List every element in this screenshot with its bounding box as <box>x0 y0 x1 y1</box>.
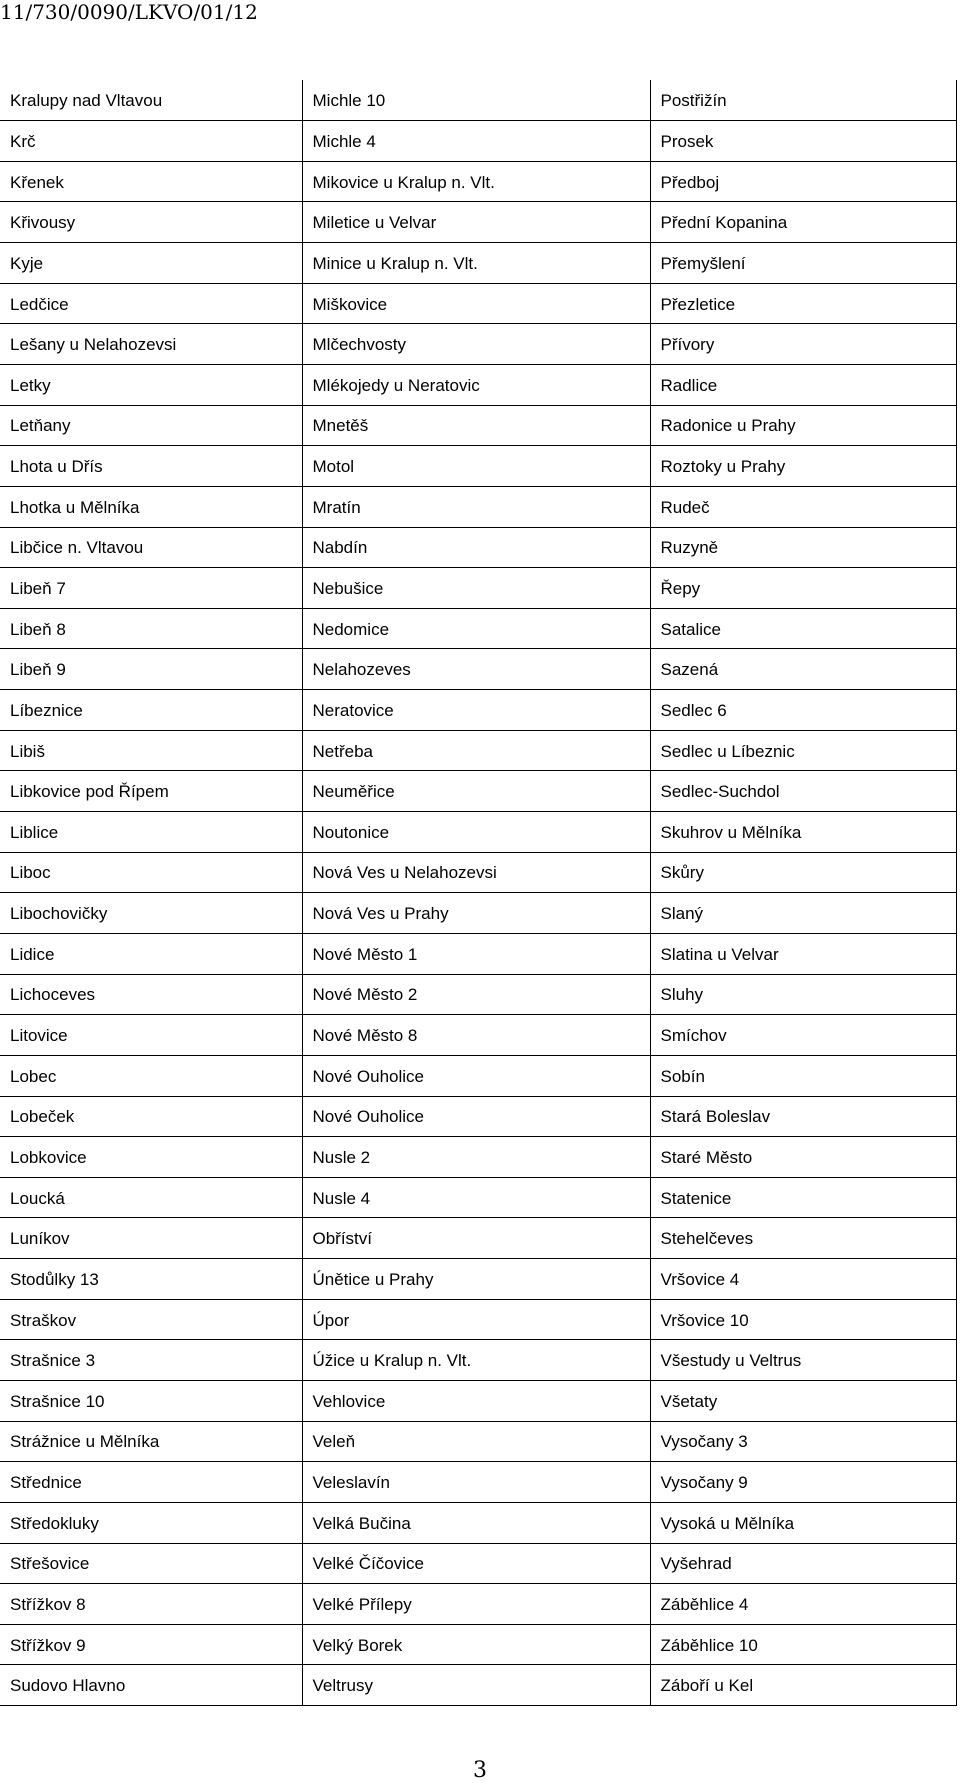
table-cell-col3: Vysočany 3 <box>650 1421 956 1462</box>
table-cell-col1: Litovice <box>0 1015 302 1056</box>
document-reference: 11/730/0090/LKVO/01/12 <box>0 0 258 24</box>
table-cell-col2: Miškovice <box>302 283 650 324</box>
table-cell-col2: Nedomice <box>302 608 650 649</box>
table-cell-col1: Líbeznice <box>0 690 302 731</box>
table-cell-col2: Nové Město 8 <box>302 1015 650 1056</box>
table-row <box>0 1584 956 1625</box>
table-cell-col2: Mratín <box>302 486 650 527</box>
table-row <box>0 1137 956 1178</box>
table-cell-col2: Veleslavín <box>302 1462 650 1503</box>
table-cell-col1: Liboc <box>0 852 302 893</box>
table-cell-col2: Nové Ouholice <box>302 1096 650 1137</box>
table-cell-col3: Skuhrov u Mělníka <box>650 812 956 853</box>
table-cell-col2: Michle 10 <box>302 80 650 121</box>
table-cell-col3: Vršovice 4 <box>650 1259 956 1300</box>
table-cell-col2: Obříství <box>302 1218 650 1259</box>
table-cell-col2: Nové Město 2 <box>302 974 650 1015</box>
table-cell-col1: Strašnice 3 <box>0 1340 302 1381</box>
table-cell-col2: Minice u Kralup n. Vlt. <box>302 243 650 284</box>
table-row <box>0 243 956 284</box>
table-cell-col1: Lichoceves <box>0 974 302 1015</box>
table-cell-col2: Velké Přílepy <box>302 1584 650 1625</box>
table-cell-col1: Ledčice <box>0 283 302 324</box>
table-cell-col1: Libochovičky <box>0 893 302 934</box>
table-cell-col1: Libeň 7 <box>0 568 302 609</box>
table-cell-col3: Řepy <box>650 568 956 609</box>
table-row <box>0 1299 956 1340</box>
locality-table <box>0 80 957 1706</box>
table-cell-col3: Radonice u Prahy <box>650 405 956 446</box>
table-row <box>0 1421 956 1462</box>
table-cell-col3: Postřižín <box>650 80 956 121</box>
table-row <box>0 364 956 405</box>
table-cell-col3: Vysoká u Mělníka <box>650 1502 956 1543</box>
table-cell-col2: Nová Ves u Nelahozevsi <box>302 852 650 893</box>
table-cell-col1: Libčice n. Vltavou <box>0 527 302 568</box>
table-cell-col2: Velká Bučina <box>302 1502 650 1543</box>
table-row <box>0 324 956 365</box>
table-cell-col3: Stará Boleslav <box>650 1096 956 1137</box>
table-cell-col2: Nelahozeves <box>302 649 650 690</box>
table-row <box>0 893 956 934</box>
table-cell-col1: Krč <box>0 121 302 162</box>
table-cell-col1: Kralupy nad Vltavou <box>0 80 302 121</box>
table-cell-col1: Libeň 9 <box>0 649 302 690</box>
table-cell-col2: Mlékojedy u Neratovic <box>302 364 650 405</box>
table-row <box>0 974 956 1015</box>
table-row <box>0 121 956 162</box>
table-row <box>0 933 956 974</box>
table-cell-col1: Libeň 8 <box>0 608 302 649</box>
table-cell-col3: Rudeč <box>650 486 956 527</box>
table-row <box>0 80 956 121</box>
table-cell-col3: Satalice <box>650 608 956 649</box>
table-cell-col3: Sedlec u Líbeznic <box>650 730 956 771</box>
table-row <box>0 608 956 649</box>
table-cell-col3: Předboj <box>650 161 956 202</box>
table-cell-col2: Veleň <box>302 1421 650 1462</box>
table-cell-col1: Lhotka u Mělníka <box>0 486 302 527</box>
table-row <box>0 690 956 731</box>
table-cell-col2: Nebušice <box>302 568 650 609</box>
table-cell-col1: Sudovo Hlavno <box>0 1665 302 1706</box>
table-row <box>0 1055 956 1096</box>
table-cell-col3: Prosek <box>650 121 956 162</box>
table-row <box>0 283 956 324</box>
table-cell-col3: Smíchov <box>650 1015 956 1056</box>
table-cell-col1: Letky <box>0 364 302 405</box>
table-row <box>0 486 956 527</box>
table-cell-col2: Velké Číčovice <box>302 1543 650 1584</box>
table-row <box>0 1543 956 1584</box>
page-number: 3 <box>473 1758 487 1783</box>
table-cell-col3: Stehelčeves <box>650 1218 956 1259</box>
table-cell-col3: Přívory <box>650 324 956 365</box>
table-cell-col2: Velký Borek <box>302 1624 650 1665</box>
table-cell-col1: Luníkov <box>0 1218 302 1259</box>
table-cell-col1: Středokluky <box>0 1502 302 1543</box>
table-row <box>0 161 956 202</box>
table-cell-col2: Veltrusy <box>302 1665 650 1706</box>
table-row <box>0 730 956 771</box>
table-row <box>0 446 956 487</box>
table-cell-col1: Lidice <box>0 933 302 974</box>
table-cell-col3: Záběhlice 4 <box>650 1584 956 1625</box>
table-row <box>0 1665 956 1706</box>
table-cell-col3: Staré Město <box>650 1137 956 1178</box>
table-row <box>0 1096 956 1137</box>
table-row <box>0 1462 956 1503</box>
table-row <box>0 812 956 853</box>
table-cell-col3: Všetaty <box>650 1381 956 1422</box>
table-cell-col3: Sedlec-Suchdol <box>650 771 956 812</box>
table-cell-col2: Miletice u Velvar <box>302 202 650 243</box>
table-cell-col2: Nabdín <box>302 527 650 568</box>
table-cell-col1: Letňany <box>0 405 302 446</box>
table-row <box>0 527 956 568</box>
table-cell-col2: Nusle 2 <box>302 1137 650 1178</box>
table-cell-col2: Neratovice <box>302 690 650 731</box>
table-cell-col2: Michle 4 <box>302 121 650 162</box>
table-cell-col3: Roztoky u Prahy <box>650 446 956 487</box>
table-cell-col3: Statenice <box>650 1177 956 1218</box>
table-cell-col1: Strážnice u Mělníka <box>0 1421 302 1462</box>
table-cell-col3: Přezletice <box>650 283 956 324</box>
table-cell-col3: Slatina u Velvar <box>650 933 956 974</box>
table-cell-col1: Libkovice pod Řípem <box>0 771 302 812</box>
table-row <box>0 202 956 243</box>
table-cell-col3: Slaný <box>650 893 956 934</box>
table-cell-col1: Libiš <box>0 730 302 771</box>
table-cell-col2: Mikovice u Kralup n. Vlt. <box>302 161 650 202</box>
table-cell-col2: Nová Ves u Prahy <box>302 893 650 934</box>
table-cell-col1: Loucká <box>0 1177 302 1218</box>
table-row <box>0 1259 956 1300</box>
table-row <box>0 1381 956 1422</box>
table-cell-col3: Ruzyně <box>650 527 956 568</box>
table-cell-col1: Střížkov 8 <box>0 1584 302 1625</box>
table-cell-col1: Střešovice <box>0 1543 302 1584</box>
table-cell-col2: Netřeba <box>302 730 650 771</box>
table-cell-col3: Přední Kopanina <box>650 202 956 243</box>
table-cell-col2: Neuměřice <box>302 771 650 812</box>
table-cell-col3: Záboří u Kel <box>650 1665 956 1706</box>
table-cell-col1: Lobec <box>0 1055 302 1096</box>
table-row <box>0 649 956 690</box>
table-cell-col3: Sazená <box>650 649 956 690</box>
table-cell-col1: Lhota u Dřís <box>0 446 302 487</box>
table-row <box>0 1218 956 1259</box>
table-cell-col2: Únětice u Prahy <box>302 1259 650 1300</box>
table-row <box>0 771 956 812</box>
table-cell-col2: Mnetěš <box>302 405 650 446</box>
table-cell-col1: Střížkov 9 <box>0 1624 302 1665</box>
table-cell-col3: Přemyšlení <box>650 243 956 284</box>
table-cell-col3: Sedlec 6 <box>650 690 956 731</box>
table-cell-col1: Straškov <box>0 1299 302 1340</box>
table-row <box>0 1502 956 1543</box>
table-cell-col1: Liblice <box>0 812 302 853</box>
table-cell-col1: Střednice <box>0 1462 302 1503</box>
table-cell-col2: Mlčechvosty <box>302 324 650 365</box>
table-cell-col1: Lešany u Nelahozevsi <box>0 324 302 365</box>
table-cell-col3: Skůry <box>650 852 956 893</box>
table-cell-col2: Úpor <box>302 1299 650 1340</box>
table-cell-col2: Motol <box>302 446 650 487</box>
table-cell-col3: Vyšehrad <box>650 1543 956 1584</box>
table-cell-col3: Všestudy u Veltrus <box>650 1340 956 1381</box>
locality-table-body <box>0 80 956 1706</box>
table-cell-col2: Vehlovice <box>302 1381 650 1422</box>
table-cell-col2: Nusle 4 <box>302 1177 650 1218</box>
table-cell-col2: Noutonice <box>302 812 650 853</box>
table-cell-col1: Lobkovice <box>0 1137 302 1178</box>
table-cell-col3: Vysočany 9 <box>650 1462 956 1503</box>
table-cell-col3: Sobín <box>650 1055 956 1096</box>
table-row <box>0 1015 956 1056</box>
table-cell-col1: Křivousy <box>0 202 302 243</box>
table-row <box>0 1624 956 1665</box>
table-row <box>0 1340 956 1381</box>
table-cell-col1: Lobeček <box>0 1096 302 1137</box>
table-cell-col2: Nové Ouholice <box>302 1055 650 1096</box>
table-row <box>0 405 956 446</box>
table-cell-col1: Stodůlky 13 <box>0 1259 302 1300</box>
table-cell-col3: Radlice <box>650 364 956 405</box>
table-cell-col3: Sluhy <box>650 974 956 1015</box>
table-row <box>0 852 956 893</box>
table-row <box>0 1177 956 1218</box>
table-cell-col2: Nové Město 1 <box>302 933 650 974</box>
locality-table-wrapper <box>0 80 957 1706</box>
table-cell-col3: Záběhlice 10 <box>650 1624 956 1665</box>
table-cell-col1: Strašnice 10 <box>0 1381 302 1422</box>
table-row <box>0 568 956 609</box>
table-cell-col1: Křenek <box>0 161 302 202</box>
table-cell-col1: Kyje <box>0 243 302 284</box>
table-cell-col2: Úžice u Kralup n. Vlt. <box>302 1340 650 1381</box>
table-cell-col3: Vršovice 10 <box>650 1299 956 1340</box>
